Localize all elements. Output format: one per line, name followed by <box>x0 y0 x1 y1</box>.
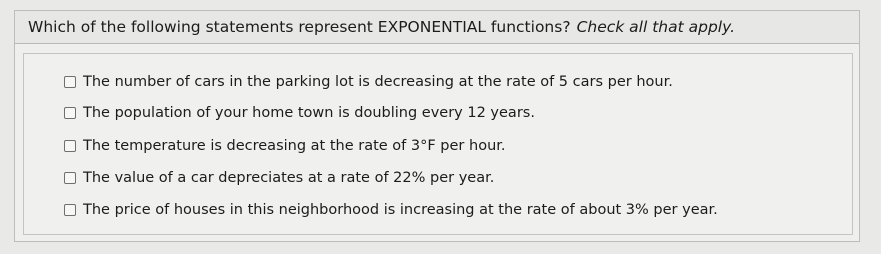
option-2[interactable] <box>64 105 535 121</box>
option-5[interactable] <box>64 202 718 218</box>
question-text: Which of the following statements represent EXPONENTIAL functions? <box>28 18 571 36</box>
option-4-label: The value of a car depreciates at a rate of 22% per year. <box>83 170 495 186</box>
option-3[interactable] <box>64 138 506 154</box>
question-hint: Check all that apply. <box>576 18 735 36</box>
option-4[interactable] <box>64 170 494 186</box>
question-card <box>14 10 860 242</box>
option-4-checkbox[interactable] <box>64 172 76 184</box>
option-5-label: The price of houses in this neighborhood is increasing at the rate of about 3% per year. <box>83 202 718 218</box>
option-3-label: The temperature is decreasing at the rate of 3°F per hour. <box>83 138 506 154</box>
answer-options <box>23 53 853 235</box>
option-3-checkbox[interactable] <box>64 140 76 152</box>
option-2-label: The population of your home town is doubling every 12 years. <box>83 105 535 121</box>
option-5-checkbox[interactable] <box>64 204 76 216</box>
question-header <box>15 11 859 44</box>
option-1[interactable] <box>64 74 673 90</box>
option-1-label: The number of cars in the parking lot is decreasing at the rate of 5 cars per hour. <box>83 74 673 90</box>
option-2-checkbox[interactable] <box>64 107 76 119</box>
option-1-checkbox[interactable] <box>64 76 76 88</box>
